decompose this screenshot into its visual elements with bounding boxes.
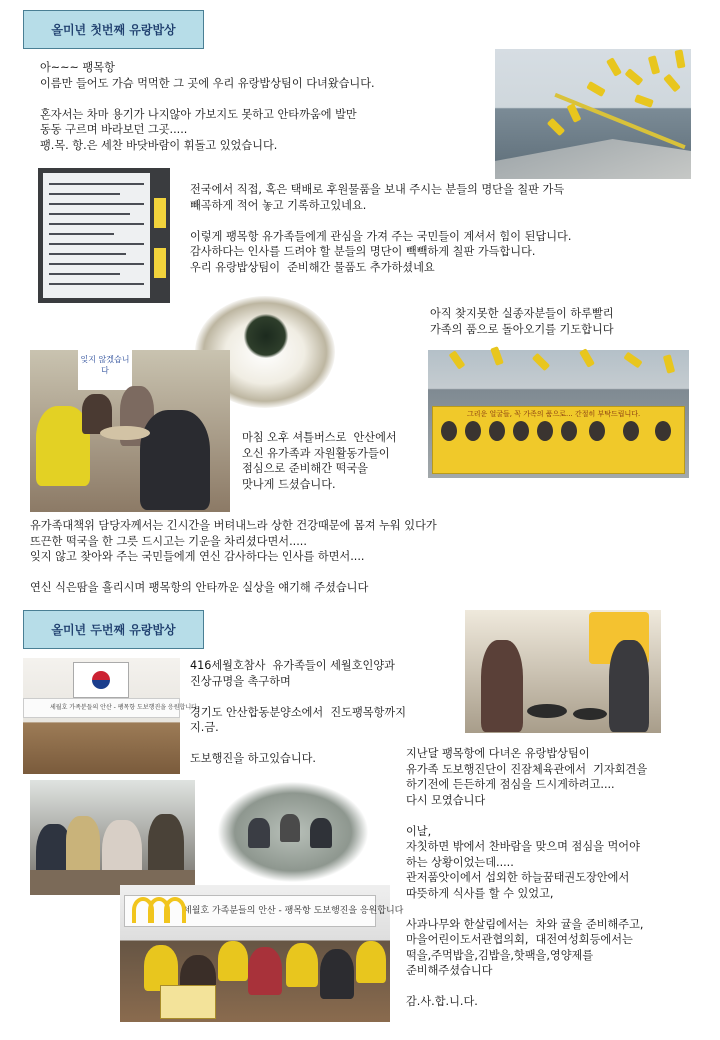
report-text: 지난달 팽목항에 다녀온 유랑밥상팀이 유가족 도보행진단이 진잠체육관에서 기자회견을 하기전에 든든하게 점심을 드시게하려고.... 다시 모였습니다 이날, 자칫하면 밖에서 찬바람을 맞으며 점심을 먹어야 하는 상황이었는데..... 관저품앗이에서 섭외한 하늘꿈태권도장안에서 따뜻하게 식사를 할 수 있었고, 사과나무와 한살림에서는 차와 귤을 준비해주고, 마을어린이도서관협의회, 대전여성회등에서는 떡을,주먹밥을,김밥을,핫팩을,영양제를 준비해주셨습니다 감.사.합.니.다.	[406, 747, 648, 1008]
kitchen-cooking-photo	[465, 610, 661, 733]
missing-persons-banner-photo	[428, 350, 689, 478]
harbor-ribbons-photo	[495, 49, 691, 179]
lunch-text: 마침 오후 셔틀버스로 안산에서 오신 유가족과 자원활동가들이 점심으로 준비해간 떡국을 맛나게 드셨습니다.	[242, 431, 397, 491]
donors-text: 전국에서 직접, 혹은 택배로 후원물품을 보내 주시는 분들의 명단을 칠판 가득 빼곡하게 적어 놓고 기록하고있네요. 이렇게 팽목항 유가족들에게 관심을 가져 주는 국민들이 계셔서 힘이 된답니다. 감사하다는 인사를 드려야 할 분들의 명단이 빽빽하게 칠판 가득합니다. 우리 유랑밥상팀이 준비해간 물품도 추가하셨네요	[190, 183, 572, 274]
sign-text: 잊지 않겠습니다	[80, 355, 130, 375]
marchers-sitting-photo	[120, 885, 404, 1022]
volunteers-serving-photo	[30, 780, 195, 895]
intro-text: 아~~~ 팽목항 이름만 들어도 가슴 먹먹한 그 곳에 우리 유랑밥상팀이 다녀왔습니다. 혼자서는 차마 용기가 나지않아 가보지도 못하고 안타까움에 발만 동동 구르며 바라보던 그곳..... 팽.목. 항.은 세찬 바닷바람이 휘돌고 있었습니다.	[40, 61, 375, 152]
banner-caption: 그리운 얼굴들, 꼭 가족의 품으로... 간절히 부탁드립니다.	[467, 410, 641, 418]
large-banner: 세월호 가족분들의 안산 - 팽목항 도보행진을 응원합니다	[124, 895, 376, 927]
prayer-text: 아직 찾지못한 실종자분들이 하루빨리 가족의 품으로 돌아오기를 기도합니다	[430, 307, 614, 336]
section1-title: 올미년 첫번째 유랑밥상	[51, 23, 176, 37]
section2-header	[23, 610, 204, 649]
donor-whiteboard-photo	[38, 168, 170, 303]
families-eating-photo	[30, 350, 230, 512]
small-banner: 세월호 가족분들의 안산 - 팽목항 도보행진을 응원합니다	[23, 698, 180, 718]
sign-board	[78, 350, 132, 390]
lunch-hall-photo	[218, 782, 368, 882]
gymnasium-flag-photo	[23, 658, 197, 774]
section1-header	[23, 10, 204, 49]
closing-text: 유가족대책위 담당자께서는 긴시간을 버텨내느라 상한 건강때문에 몸져 누워 있다가 뜨끈한 떡국을 한 그릇 드시고는 기운을 차리셨다면서..... 잊지 않고 찾아와 주는 국민들에게 연신 감사하다는 인사를 하면서.... 연신 식은땀을 흘리시며 팽목항의 안타까운 실상을 얘기해 주셨습니다	[30, 519, 437, 594]
march-text: 416세월호참사 유가족들이 세월호인양과 진상규명을 촉구하며 경기도 안산합동분양소에서 진도팽목항까지 지.금. 도보행진을 하고있습니다.	[190, 659, 407, 765]
section2-title: 올미년 두번째 유랑밥상	[51, 623, 176, 637]
